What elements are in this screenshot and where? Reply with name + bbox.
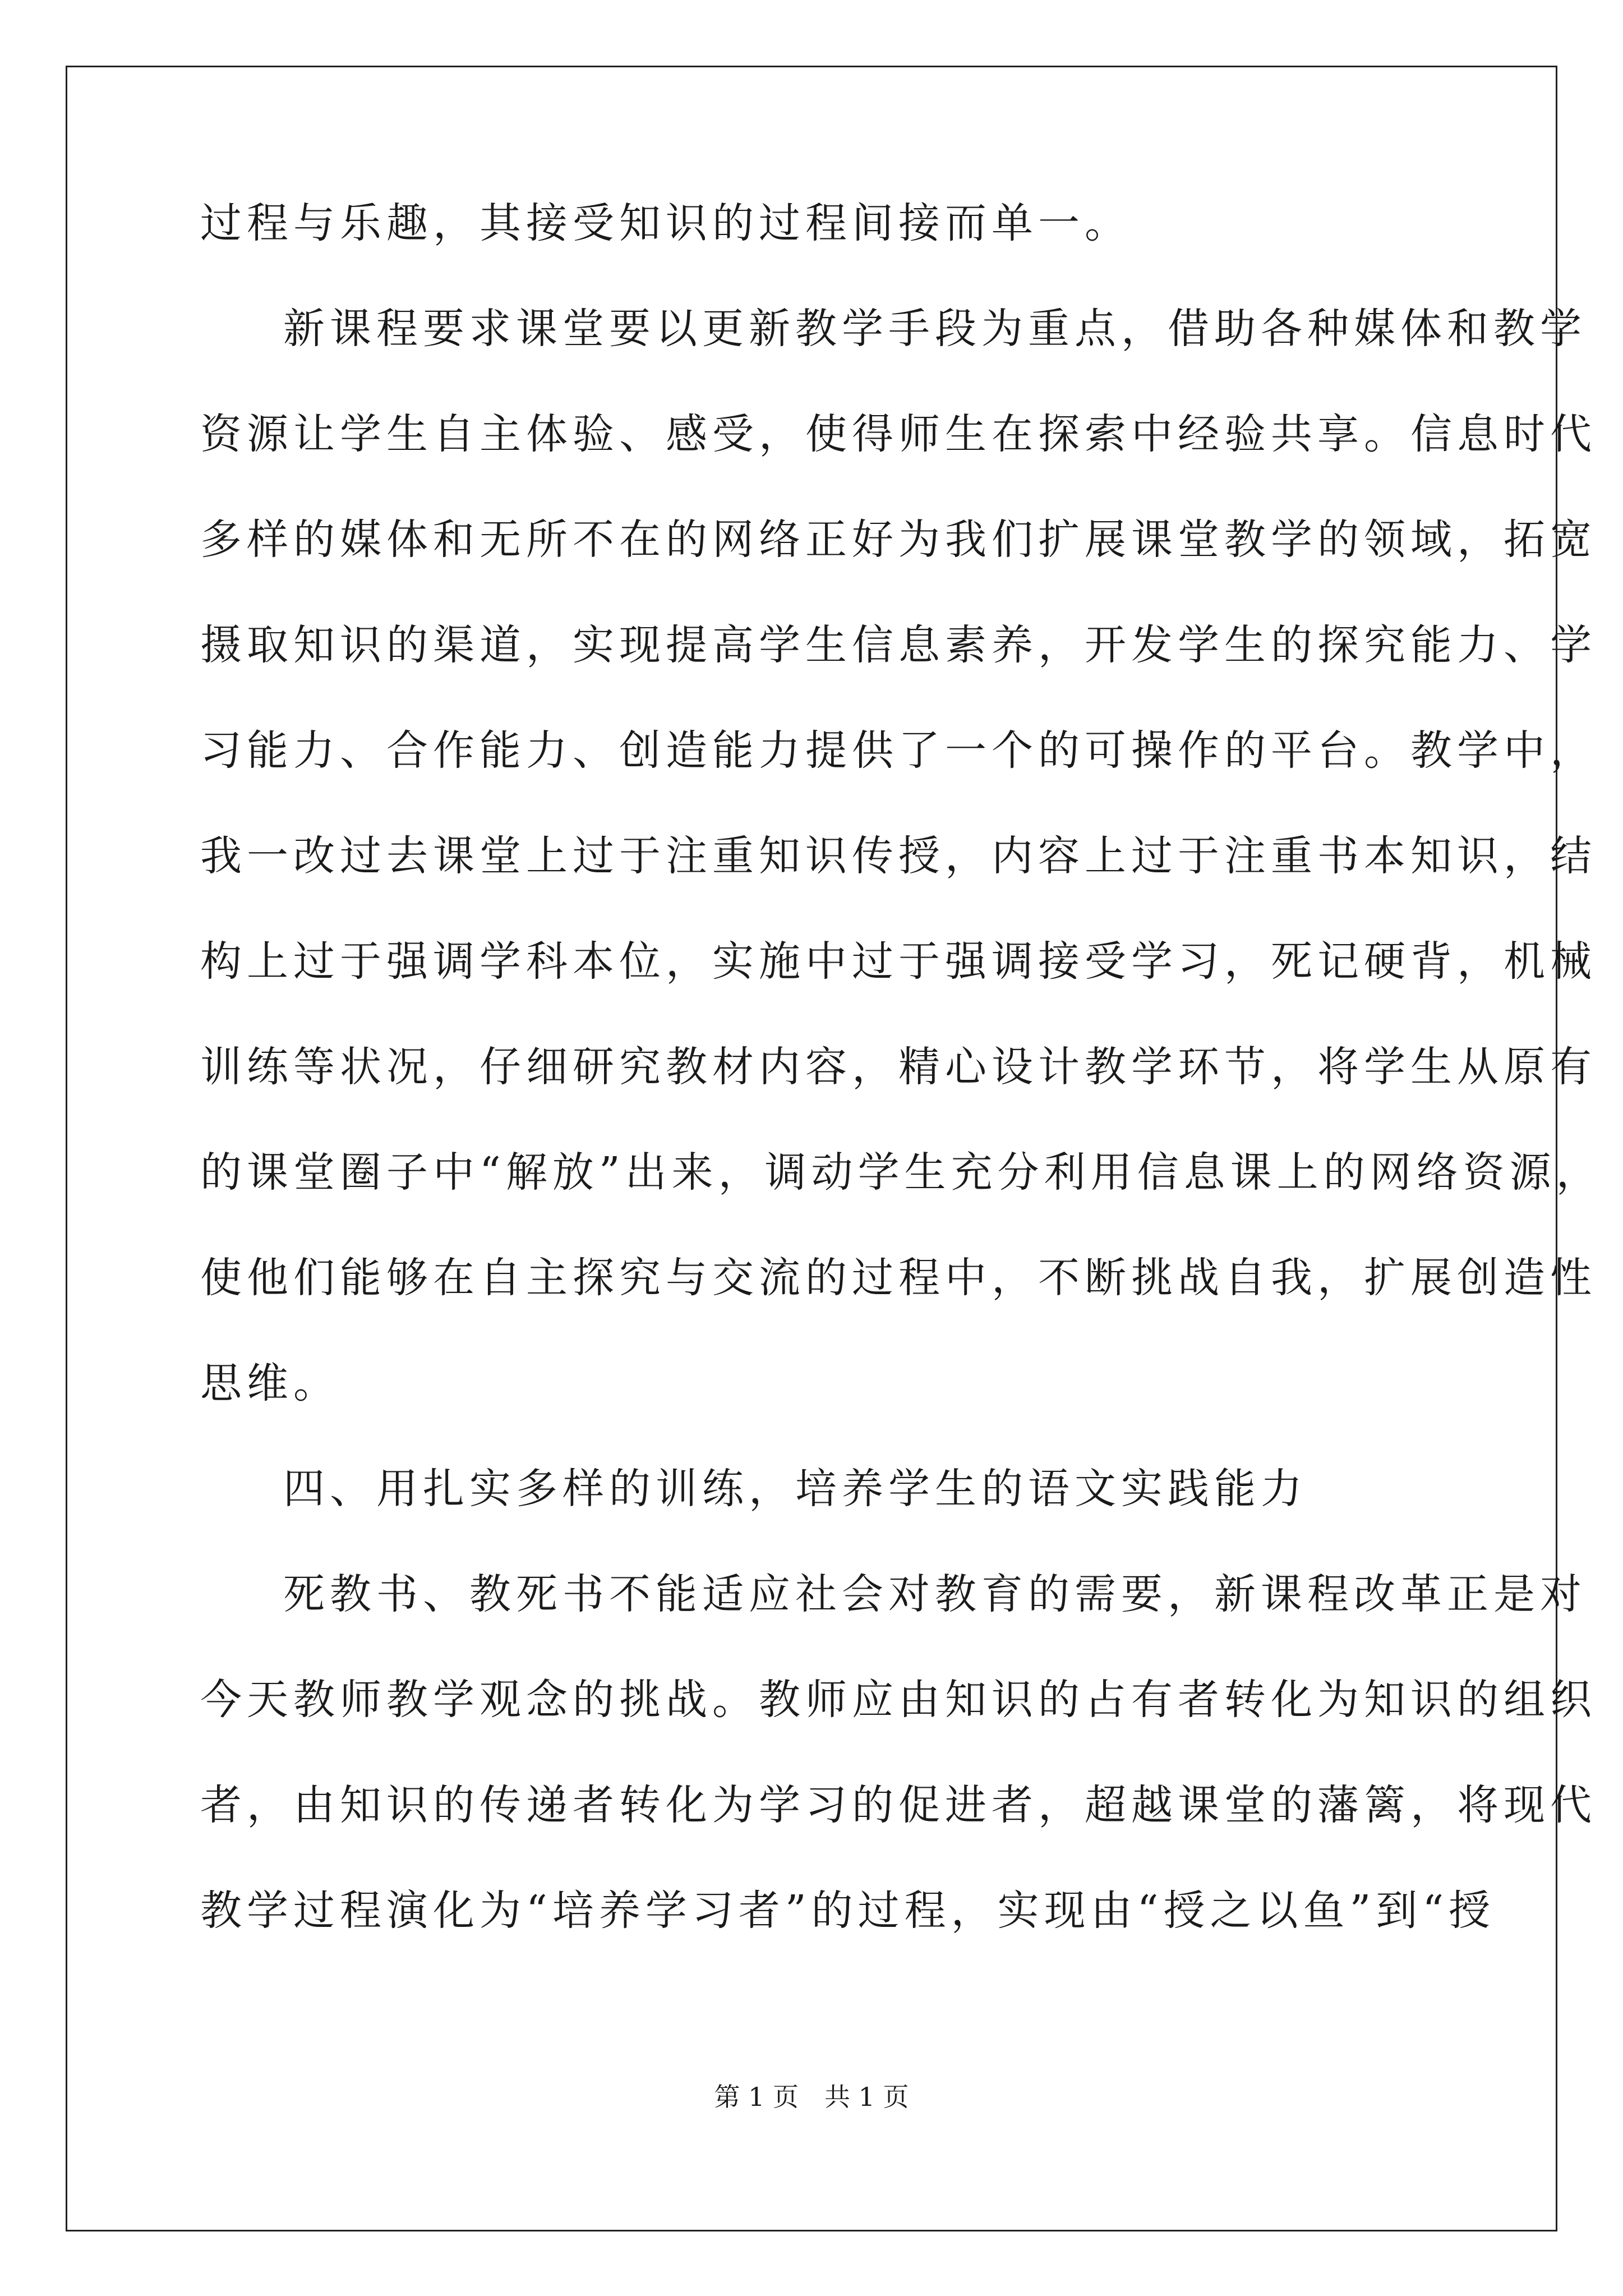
- text-line: 资源让学生自主体验、感受，使得师生在探索中经验共享。信息时代: [200, 410, 1597, 458]
- text-line: 思维。: [200, 1359, 340, 1407]
- text-line: 多样的媒体和无所不在的网络正好为我们扩展课堂教学的领域，拓宽: [200, 516, 1597, 564]
- text-line: 者，由知识的传递者转化为学习的促进者，超越课堂的藩篱，将现代: [200, 1781, 1597, 1829]
- text-line: 教学过程演化为“培养学习者”的过程，实现由“授之以鱼”到“授: [200, 1887, 1496, 1935]
- text-line: 训练等状况，仔细研究教材内容，精心设计教学环节，将学生从原有: [200, 1043, 1597, 1091]
- section-heading: 四、用扎实多样的训练，培养学生的语文实践能力: [283, 1465, 1307, 1513]
- text-line: 今天教师教学观念的挑战。教师应由知识的占有者转化为知识的组织: [200, 1676, 1597, 1724]
- text-line: 过程与乐趣，其接受知识的过程间接而单一。: [200, 199, 1131, 247]
- page-number-footer: 第 1 页 共 1 页: [714, 2082, 909, 2112]
- paragraph-first-line: 死教书、教死书不能适应社会对教育的需要，新课程改革正是对: [283, 1570, 1587, 1618]
- text-line: 我一改过去课堂上过于注重知识传授，内容上过于注重书本知识，结: [200, 832, 1597, 880]
- text-line: 习能力、合作能力、创造能力提供了一个的可操作的平台。教学中，: [200, 726, 1597, 775]
- paragraph-first-line: 新课程要求课堂要以更新教学手段为重点，借助各种媒体和教学: [283, 305, 1587, 353]
- text-line: 使他们能够在自主探究与交流的过程中，不断挑战自我，扩展创造性: [200, 1254, 1597, 1302]
- text-line: 构上过于强调学科本位，实施中过于强调接受学习，死记硬背，机械: [200, 937, 1597, 986]
- text-line: 的课堂圈子中“解放”出来，调动学生充分利用信息课上的网络资源，: [200, 1148, 1603, 1197]
- text-line: 摄取知识的渠道，实现提高学生信息素养，开发学生的探究能力、学: [200, 621, 1597, 669]
